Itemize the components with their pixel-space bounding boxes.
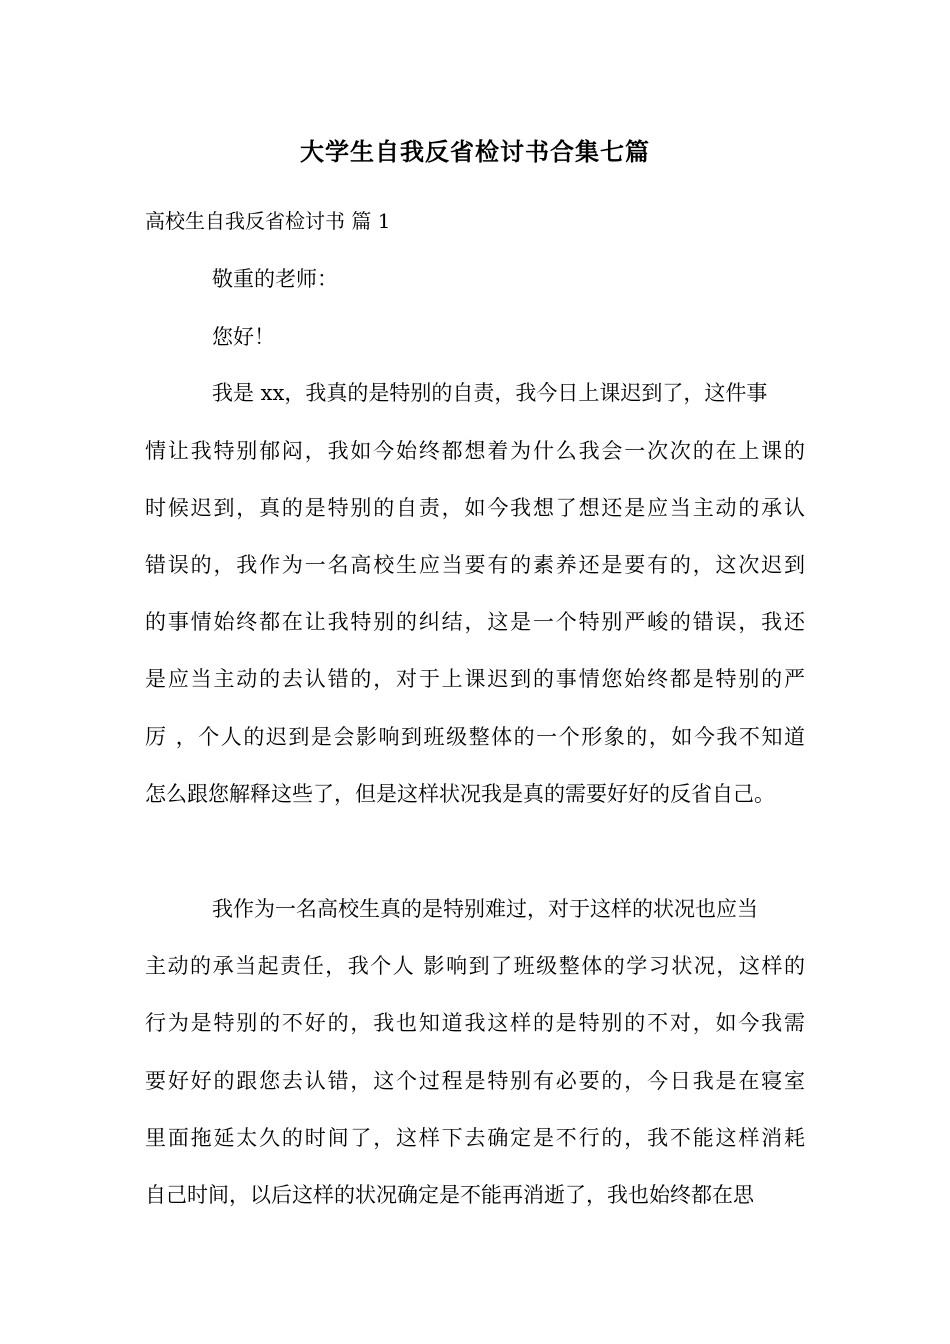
greeting: 您好！ [212,325,275,349]
salutation: 敬重的老师： [212,267,338,291]
paragraph-2-line: 要好好的跟您去认错，这个过程是特别有必要的，今日我是在寝室 [145,1069,805,1093]
section-heading: 高校生自我反省检讨书 篇 1 [145,209,391,233]
paragraph-1-line: 怎么跟您解释这些了，但是这样状况我是真的需要好好的反省自己。 [145,782,775,806]
paragraph-1-line: 厉 ，个人的迟到是会影响到班级整体的一个形象的，如今我不知道 [145,725,805,749]
paragraph-1-line: 时候迟到，真的是特别的自责，如今我想了想还是应当主动的承认 [145,496,805,520]
paragraph-1-line: 错误的，我作为一名高校生应当要有的素养还是要有的，这次迟到 [145,553,805,577]
document-title: 大学生自我反省检讨书合集七篇 [300,137,650,166]
paragraph-2-line: 自己时间，以后这样的状况确定是不能再消逝了，我也始终都在思 [145,1183,754,1207]
paragraph-1-line: 我是 xx，我真的是特别的自责，我今日上课迟到了，这件事 [212,381,768,405]
paragraph-1-line: 的事情始终都在让我特别的纠结，这是一个特别严峻的错误，我还 [145,610,805,634]
paragraph-2-line: 我作为一名高校生真的是特别难过，对于这样的状况也应当 [212,897,758,921]
paragraph-1-line: 是应当主动的去认错的，对于上课迟到的事情您始终都是特别的严 [145,667,805,691]
paragraph-1-line: 情让我特别郁闷，我如今始终都想着为什么我会一次次的在上课的 [145,439,805,463]
paragraph-2-line: 行为是特别的不好的，我也知道我这样的是特别的不对，如今我需 [145,1011,805,1035]
paragraph-2-line: 主动的承当起责任，我个人 影响到了班级整体的学习状况，这样的 [145,954,805,978]
paragraph-2-line: 里面拖延太久的时间了，这样下去确定是不行的，我不能这样消耗 [145,1126,805,1150]
